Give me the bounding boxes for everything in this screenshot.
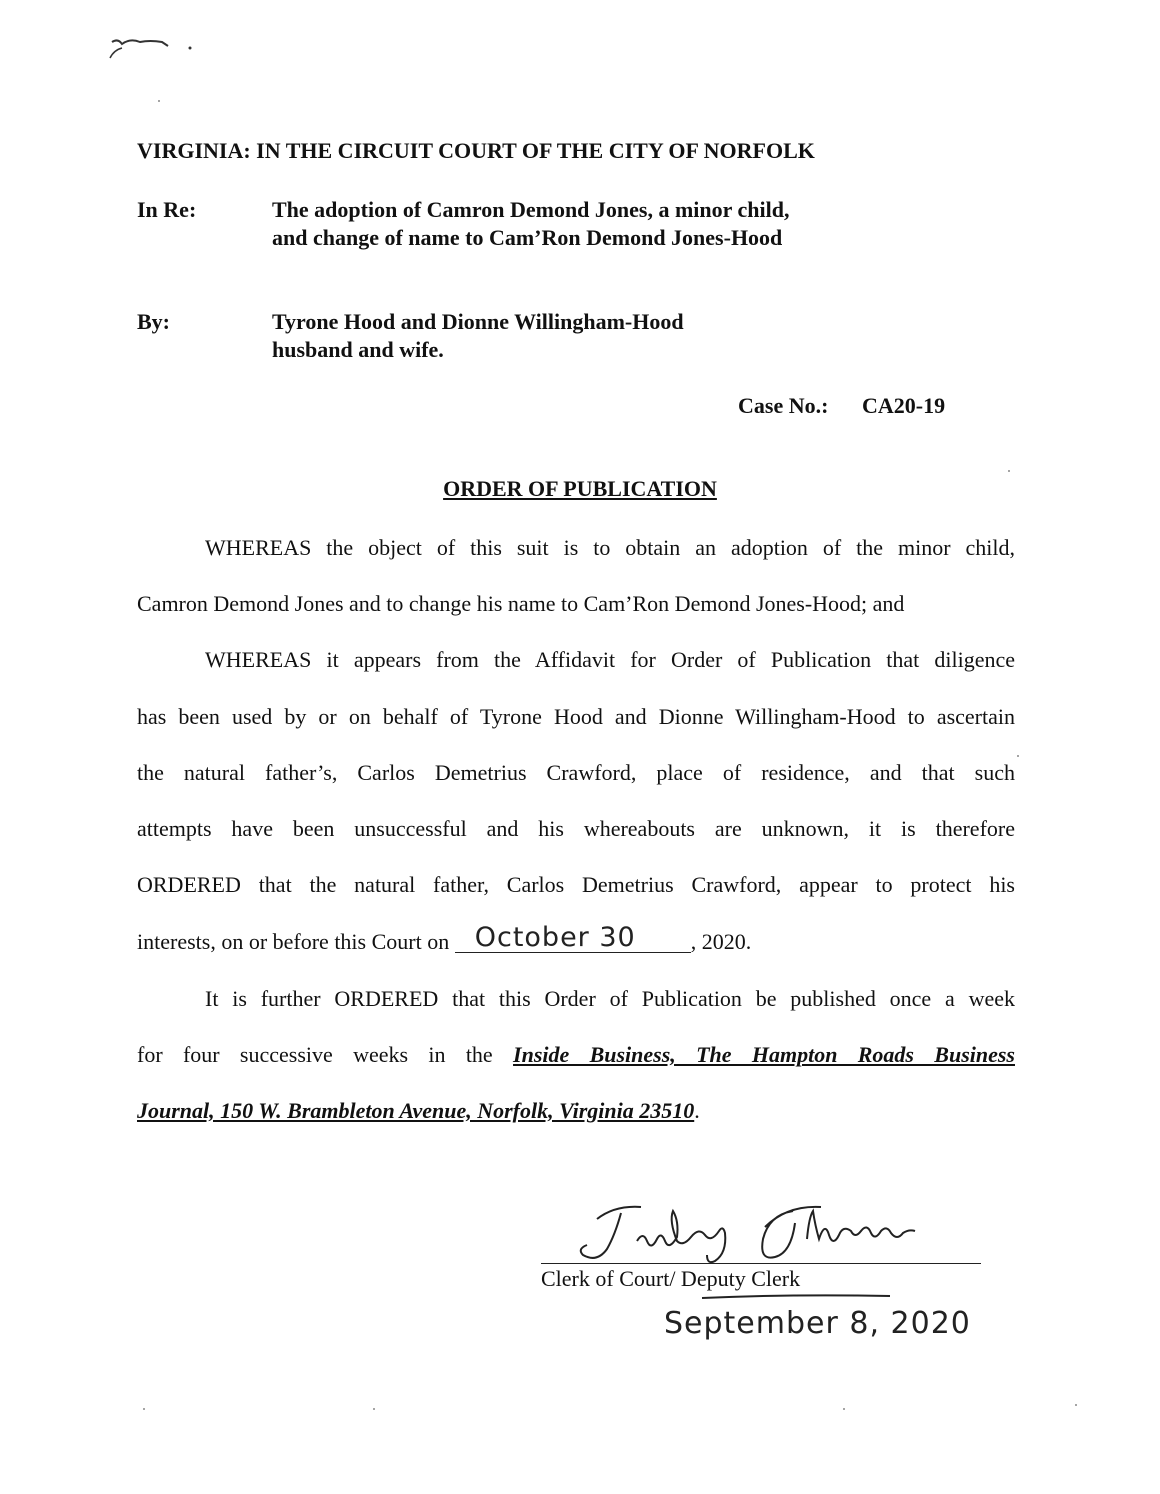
handwritten-signature-date: September 8, 2020 <box>664 1306 971 1341</box>
case-number-label: Case No.: <box>738 393 829 418</box>
body-line: WHEREAS the object of this suit is to obtain an adoption of the minor child, <box>205 535 1015 560</box>
by-line-1: Tyrone Hood and Dionne Willingham-Hood <box>272 309 684 334</box>
body-text: , 2020. <box>690 929 752 954</box>
in-re-line-2: and change of name to Cam’Ron Demond Jones-Hood <box>272 225 783 250</box>
court-heading: VIRGINIA: IN THE CIRCUIT COURT OF THE CITY OF NORFOLK <box>137 138 815 163</box>
publication-address: Journal, 150 W. Brambleton Avenue, Norfolk, Virginia 23510 <box>137 1098 695 1123</box>
body-text: . <box>694 1098 700 1123</box>
body-text: interests, on or before this Court on <box>137 929 450 954</box>
document-title: ORDER OF PUBLICATION <box>443 476 717 501</box>
body-line: WHEREAS it appears from the Affidavit for Order of Publication that diligence <box>205 647 1015 672</box>
publication-line <box>137 1041 1015 1069</box>
scan-mark <box>100 30 210 90</box>
body-line: has been used by or on behalf of Tyrone Hood and Dionne Willingham-Hood to ascertain <box>137 704 1015 729</box>
hearing-date-blank <box>455 922 691 953</box>
body-line: It is further ORDERED that this Order of Publication be published once a week <box>205 986 1015 1011</box>
body-line: attempts have been unsuccessful and his whereabouts are unknown, it is therefore <box>137 816 1015 841</box>
in-re-line-1: The adoption of Camron Demond Jones, a minor child, <box>272 197 790 222</box>
body-line: Camron Demond Jones and to change his name to Cam’Ron Demond Jones-Hood; and <box>137 591 905 616</box>
body-text: for four successive weeks in the <box>137 1042 493 1067</box>
hearing-date-line <box>137 922 1015 956</box>
handwritten-hearing-date: October 30 <box>474 922 636 953</box>
publication-address-line <box>137 1097 1015 1125</box>
signature-line <box>541 1263 981 1264</box>
by-line-2: husband and wife. <box>272 337 444 362</box>
in-re-label: In Re: <box>137 197 197 222</box>
body-line: ORDERED that the natural father, Carlos Demetrius Crawford, appear to protect his <box>137 872 1015 897</box>
body-line: the natural father’s, Carlos Demetrius Crawford, place of residence, and that such <box>137 760 1015 785</box>
by-label: By: <box>137 309 170 334</box>
publication-name: Inside Business, The Hampton Roads Business <box>513 1042 1015 1067</box>
signature-label: Clerk of Court/ Deputy Clerk <box>541 1266 801 1291</box>
case-number: CA20-19 <box>862 393 946 418</box>
signature-underline <box>700 1293 900 1303</box>
